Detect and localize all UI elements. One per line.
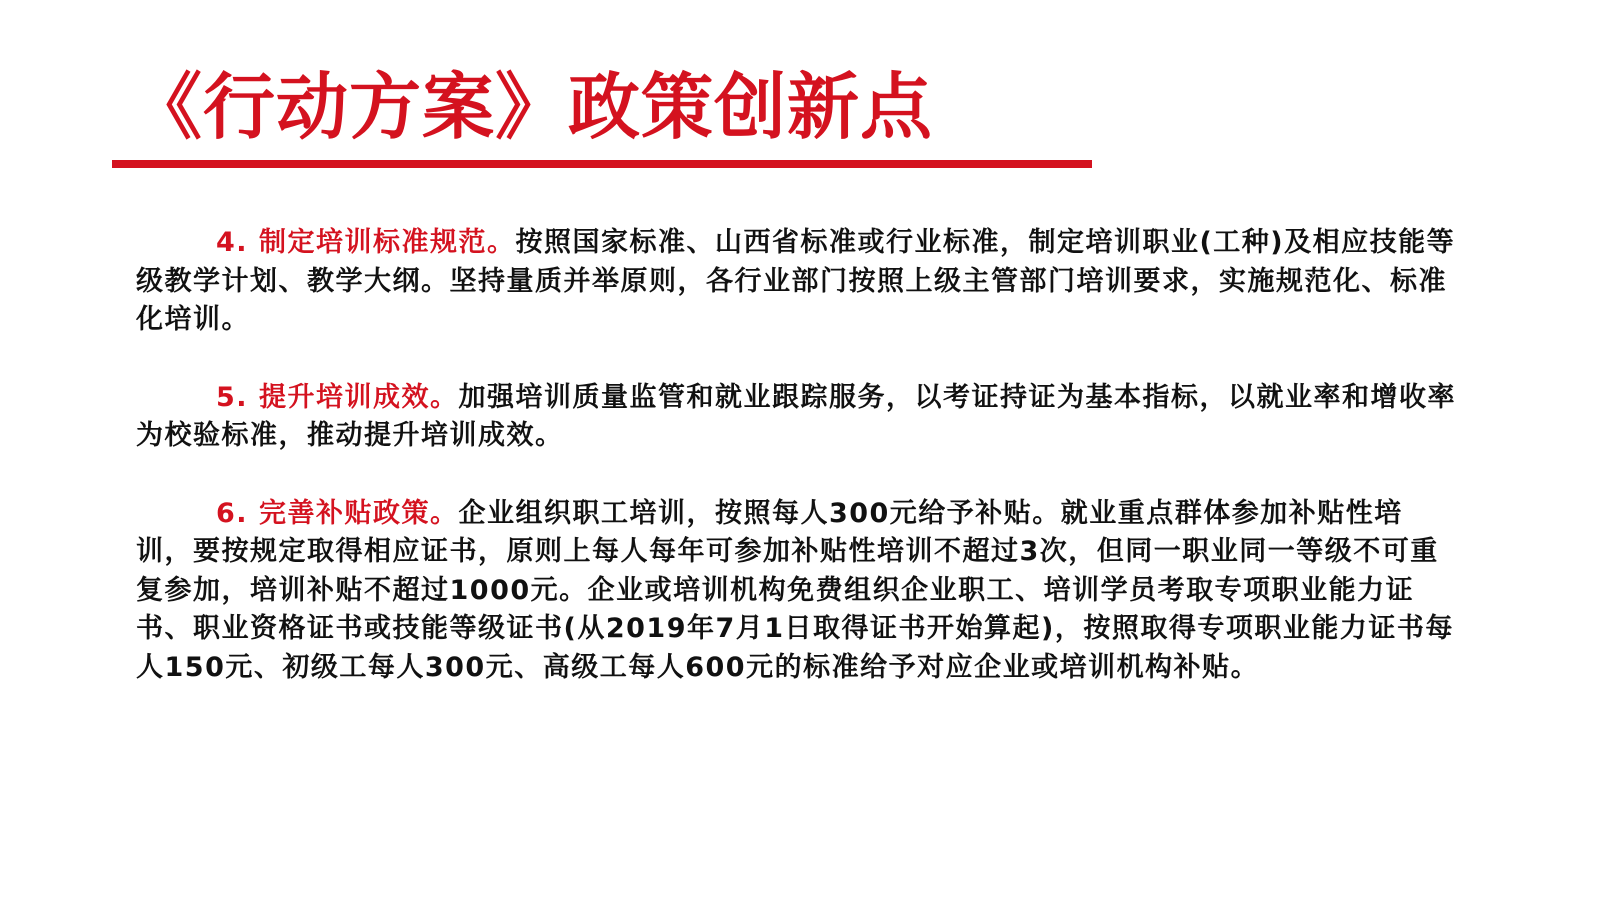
title-underline [112,160,1092,168]
policy-item-heading: 4. 制定培训标准规范。 [216,227,516,258]
policy-item-body: 按照国家标准、山西省标准或行业标准，制定培训职业(工种)及相应技能等级教学计划、教学大纲。坚持量质并举原则，各行业部门按照上级主管部门培训要求，实施规范化、标准化培训。 [136,227,1456,335]
policy-item-body: 加强培训质量监管和就业跟踪服务，以考证持证为基本指标，以就业率和增收率为校验标准，推动提升培训成效。 [136,381,1456,451]
policy-item-body: 企业组织职工培训，按照每人300元给予补贴。就业重点群体参加补贴性培训，要按规定取得相应证书，原则上每人每年可参加补贴性培训不超过3次，但同一职业同一等级不可重复参加，培训补贴不超过1000元。企业或培训机构免费组织企业职工、培训学员考取专项职业能力证书、职业资格证书或技能等级证书(从2019年7月1日取得证书开始算起)，按照取得专项职业能力证书每人150元、初级工每人300元、高级工每人600元的标准给予对应企业或培训机构补贴。 [136,497,1454,683]
policy-item-heading: 6. 完善补贴政策。 [216,497,459,529]
policy-item-5 [136,379,1456,456]
content-area [136,224,1456,726]
slide-title: 《行动方案》政策创新点 [130,64,934,149]
policy-item-4 [136,224,1456,340]
policy-item-heading: 5. 提升培训成效。 [216,381,459,413]
policy-item-6 [136,495,1456,688]
